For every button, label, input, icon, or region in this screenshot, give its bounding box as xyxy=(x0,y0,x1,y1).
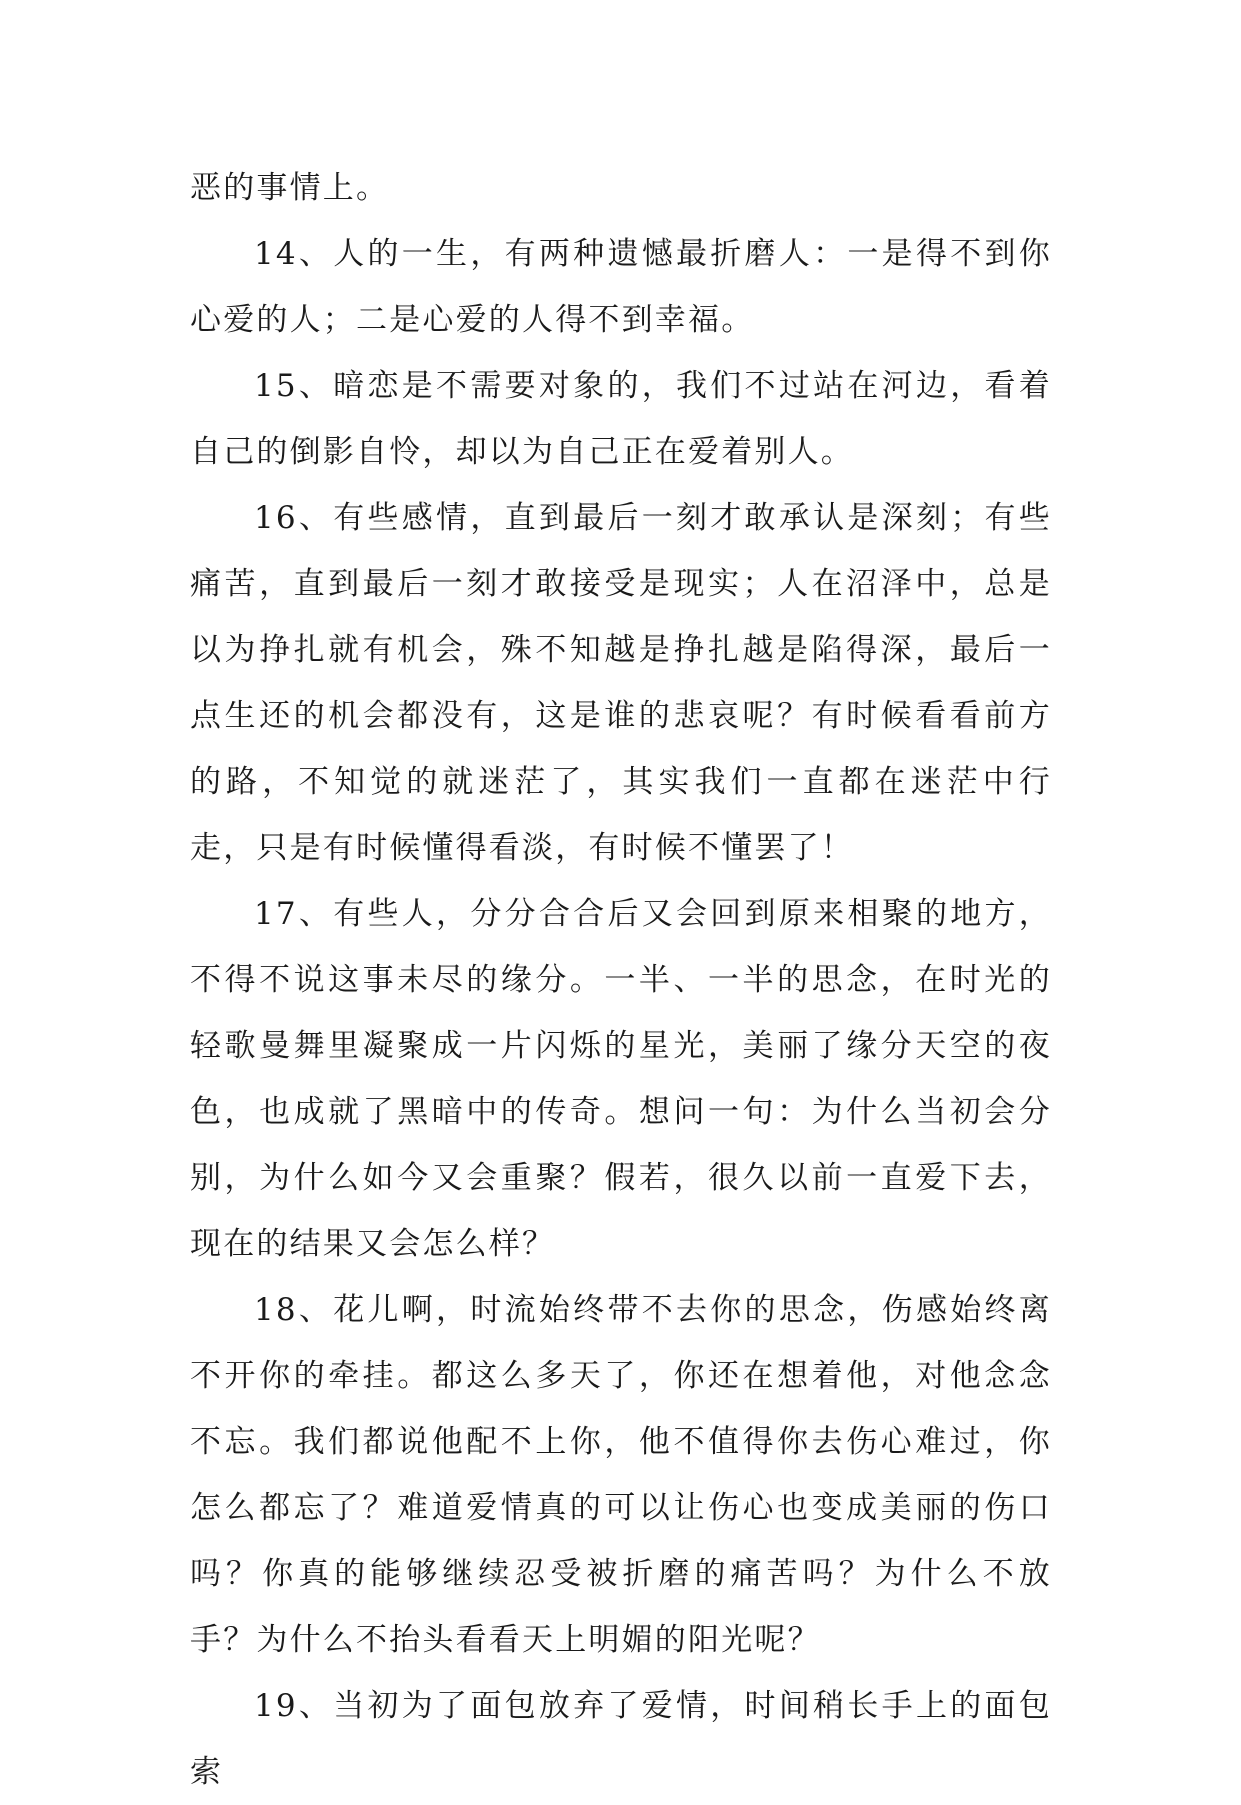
paragraph-19: 19、当初为了面包放弃了爱情，时间稍长手上的面包索 xyxy=(190,1688,1052,1790)
paragraph-18: 18、花儿啊，时流始终带不去你的思念，伤感始终离不开你的牵挂。都这么多天了，你还在想着他，对他念念不忘。我们都说他配不上你，他不值得你去伤心难过，你怎么都忘了？难道爱情真的可以让伤心也变成美丽的伤口吗？你真的能够继续忍受被折磨的痛苦吗？为什么不放手？为什么不抬头看看天上明媚的阳光呢？ xyxy=(190,1292,1052,1658)
paragraph-16: 16、有些感情，直到最后一刻才敢承认是深刻；有些痛苦，直到最后一刻才敢接受是现实；人在沼泽中，总是以为挣扎就有机会，殊不知越是挣扎越是陷得深，最后一点生还的机会都没有，这是谁的悲哀呢？有时候看看前方的路，不知觉的就迷茫了，其实我们一直都在迷茫中行走，只是有时候懂得看淡，有时候不懂罢了！ xyxy=(190,500,1052,866)
paragraph-17: 17、有些人，分分合合后又会回到原来相聚的地方，不得不说这事未尽的缘分。一半、一半的思念，在时光的轻歌曼舞里凝聚成一片闪烁的星光，美丽了缘分天空的夜色，也成就了黑暗中的传奇。想问一句：为什么当初会分别，为什么如今又会重聚？假若，很久以前一直爱下去，现在的结果又会怎么样？ xyxy=(190,896,1052,1262)
paragraph-14: 14、人的一生，有两种遗憾最折磨人：一是得不到你心爱的人；二是心爱的人得不到幸福。 xyxy=(190,236,1052,338)
paragraph-15: 15、暗恋是不需要对象的，我们不过站在河边，看着自己的倒影自怜，却以为自己正在爱着别人。 xyxy=(190,368,1052,470)
paragraph-continuation: 恶的事情上。 xyxy=(190,170,390,206)
document-body xyxy=(190,155,1052,1805)
